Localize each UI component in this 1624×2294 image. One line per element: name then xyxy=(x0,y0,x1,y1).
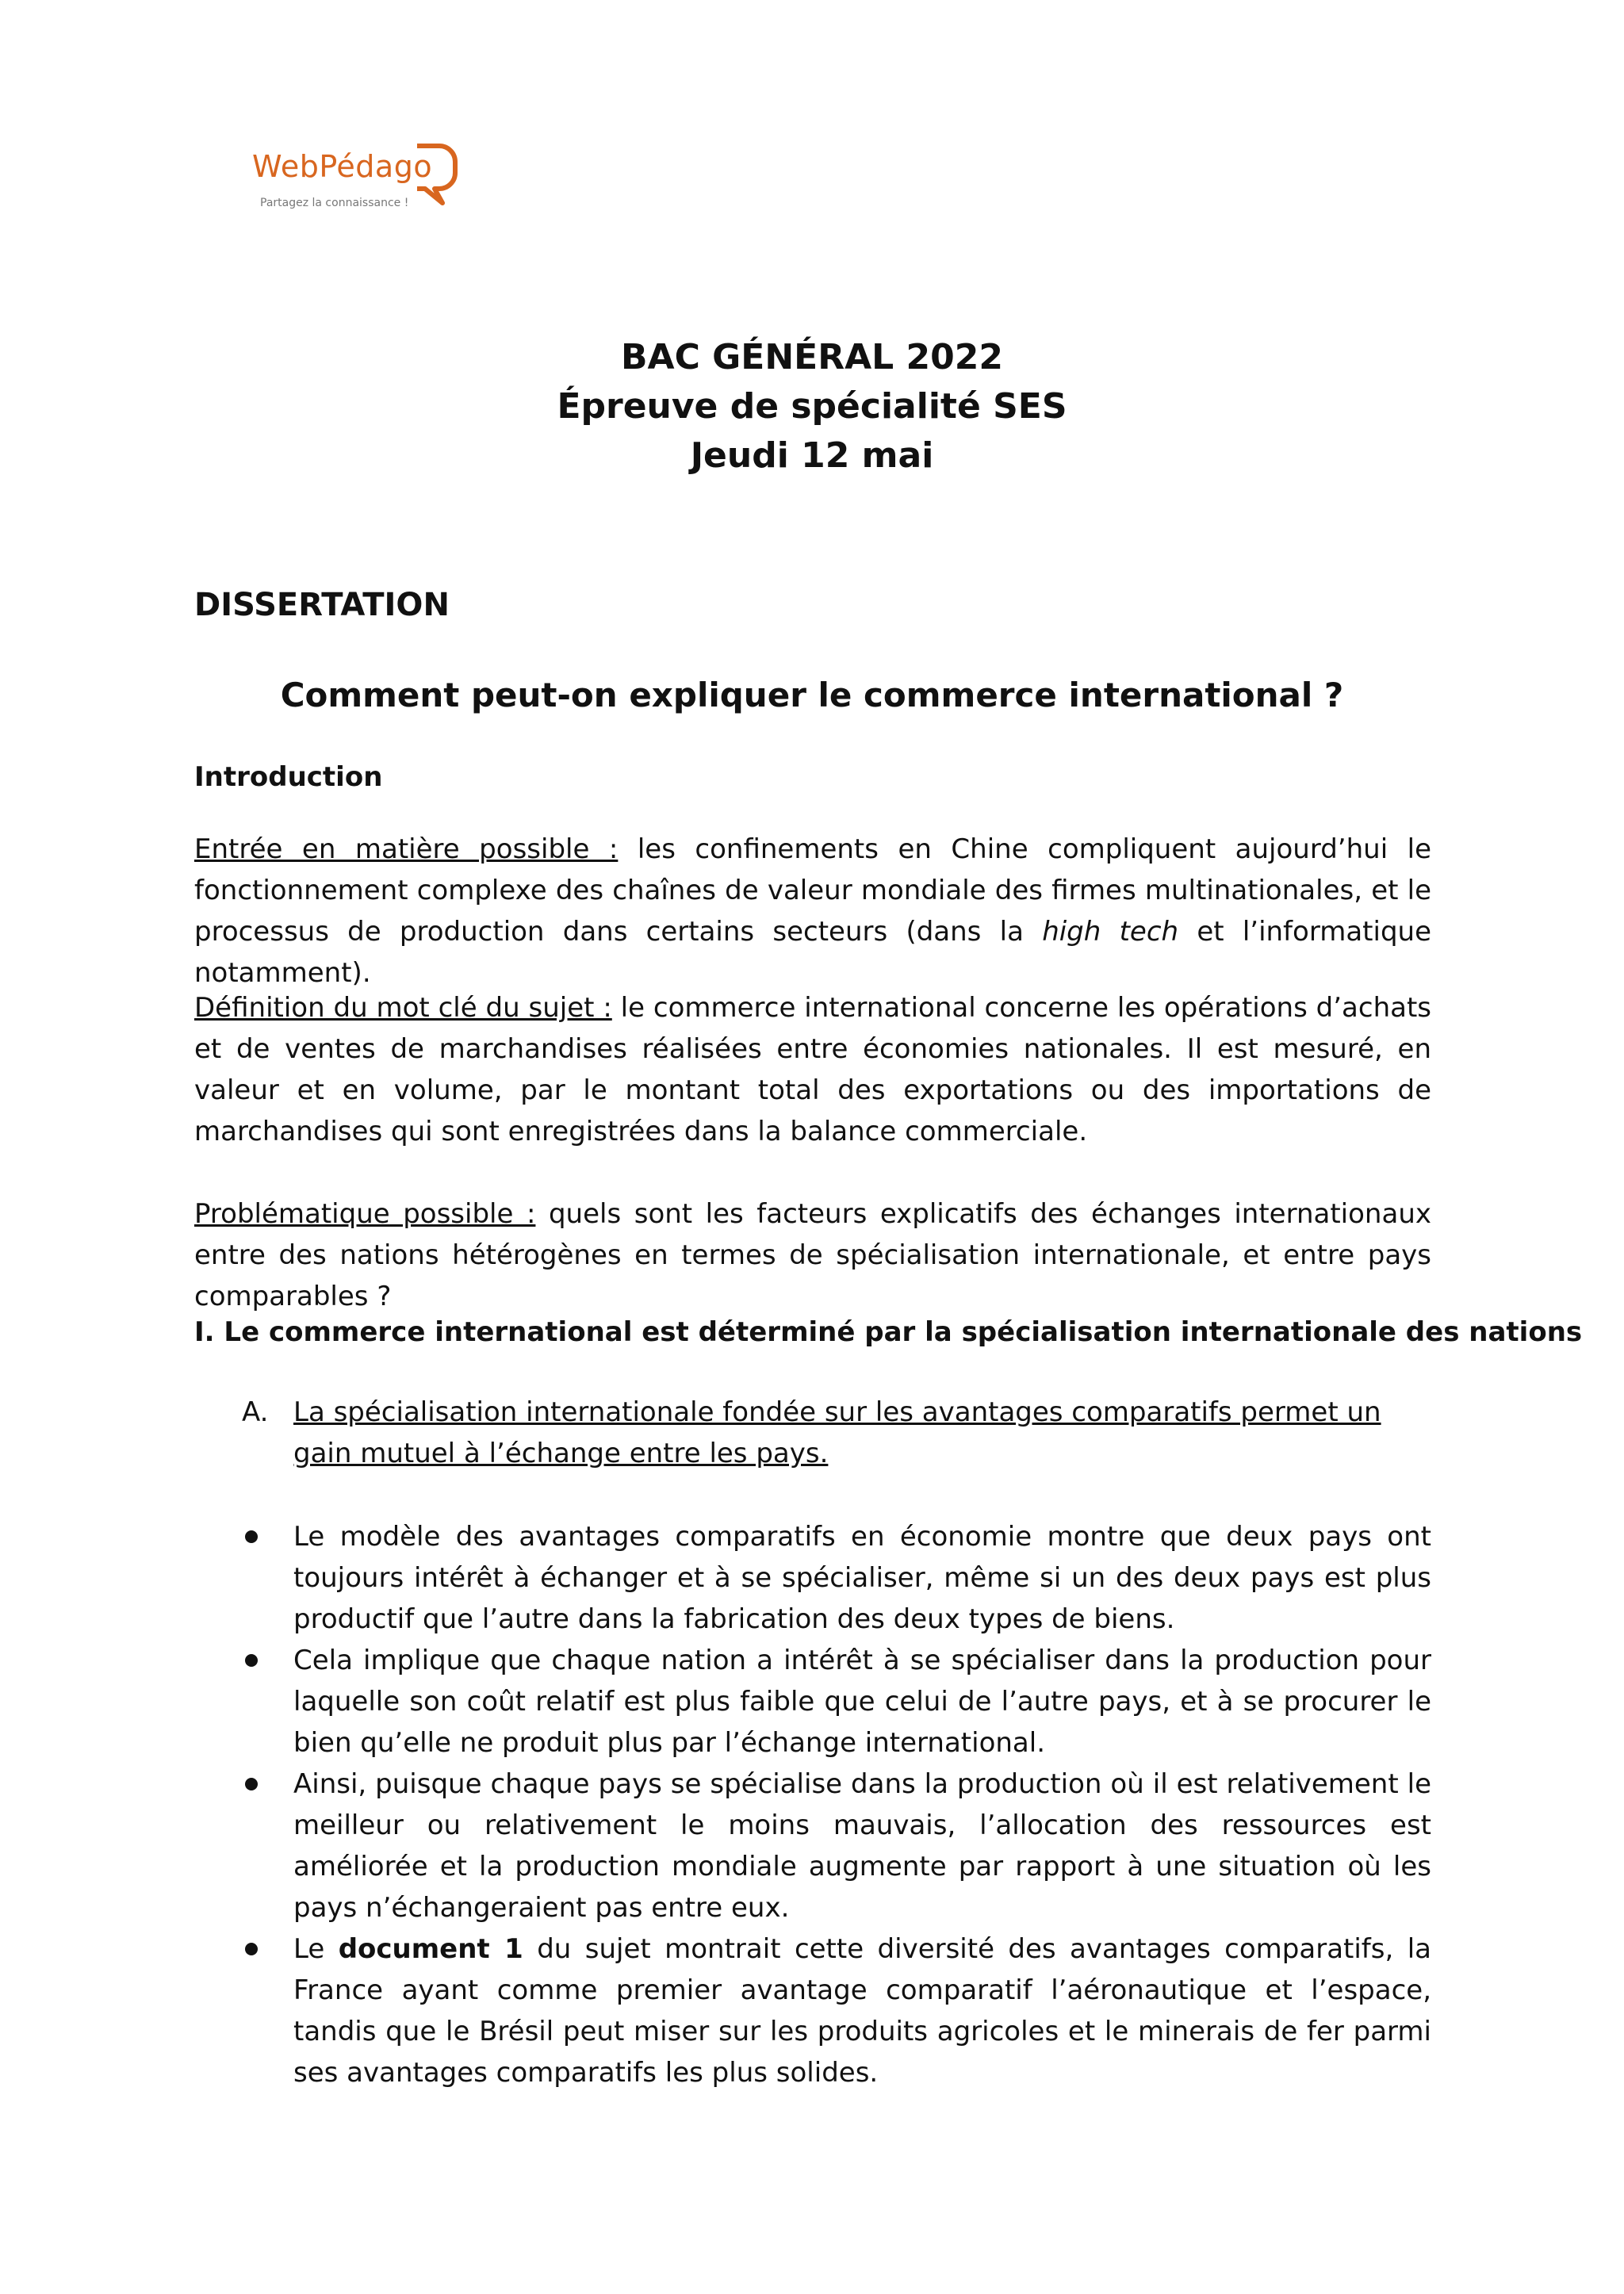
logo-name: WebPédago xyxy=(252,149,433,184)
definition-text: le commerce international concerne les opérations d’achats et de ventes de marchandises réalisées entre économies nationales. Il est mesuré, en valeur et en volume, par le montant total des exportations ou des importations de marchandises qui sont enregistrées dans la balance commerciale. xyxy=(194,992,1431,1147)
bullet-icon xyxy=(245,1654,258,1667)
bullet-text: Cela implique que chaque nation a intérêt à se spécialiser dans la production pour laquelle son coût relatif est plus faible que celui de l’autre pays, et à se procurer le bien qu’elle ne produit plus par l’échange international. xyxy=(293,1645,1431,1759)
entree-paragraph xyxy=(194,829,1431,994)
bullet-list xyxy=(242,1516,1431,2093)
bullet-text-after: du sujet montrait cette diversité des avantages comparatifs, la France ayant comme premier avantage comparatif l’aéronautique et l’espace, tandis que le Brésil peut miser sur les produits agricoles et le minerais de fer parmi ses avantages comparatifs les plus solides. xyxy=(293,1933,1431,2089)
bullet-text: Ainsi, puisque chaque pays se spécialise dans la production où il est relativement le meilleur ou relativement le moins mauvais, l’allocation des ressources est améliorée et la production mondiale augmente par rapport à une situation où les pays n’échangeraient pas entre eux. xyxy=(293,1768,1431,1924)
problematique-text: quels sont les facteurs explicatifs des échanges internationaux entre des nations hétérogènes en termes de spécialisation internationale, et entre pays comparables ? xyxy=(194,1198,1431,1312)
part-one-title: I. Le commerce international est déterminé par la spécialisation internationale des nations xyxy=(194,1316,1583,1348)
document-reference: document 1 xyxy=(338,1933,523,1965)
exam-date: Jeudi 12 mai xyxy=(690,435,934,476)
exam-subject: Épreuve de spécialité SES xyxy=(557,386,1067,427)
definition-paragraph xyxy=(194,987,1431,1152)
introduction-heading: Introduction xyxy=(194,761,383,793)
exam-title: BAC GÉNÉRAL 2022 xyxy=(620,337,1003,377)
list-item xyxy=(242,1516,1431,1640)
bullet-text: Le modèle des avantages comparatifs en économie montre que deux pays ont toujours intérêt à échanger et à se spécialiser, même si un des deux pays est plus productif que l’autre dans la fabrication des deux types de biens. xyxy=(293,1521,1431,1635)
webpedago-logo xyxy=(252,141,442,220)
definition-label: Définition du mot clé du sujet : xyxy=(194,992,612,1024)
list-item xyxy=(242,1764,1431,1928)
subsection-a-title: La spécialisation internationale fondée sur les avantages comparatifs permet un gain mutuel à l’échange entre les pays. xyxy=(293,1396,1381,1469)
problematique-label: Problématique possible : xyxy=(194,1198,536,1230)
subsection-a-letter: A. xyxy=(242,1396,269,1428)
entree-label: Entrée en matière possible : xyxy=(194,833,619,865)
exam-header xyxy=(0,333,1624,481)
entree-text-before: les confinements en Chine compliquent aujourd’hui le fonctionnement complexe des chaînes de valeur mondiale des firmes multinationales, et le processus de production dans certains secteurs (dans la xyxy=(194,833,1431,948)
speech-bubble-icon xyxy=(411,141,458,208)
bullet-icon xyxy=(245,1778,258,1790)
subsection-a xyxy=(242,1392,1431,1474)
dissertation-question: Comment peut-on expliquer le commerce international ? xyxy=(280,676,1344,714)
problematique-paragraph xyxy=(194,1193,1431,1317)
bullet-text-before: Le xyxy=(293,1933,339,1965)
list-item xyxy=(242,1928,1431,2093)
section-label: DISSERTATION xyxy=(194,587,450,623)
bullet-icon xyxy=(245,1943,258,1955)
entree-italic: high tech xyxy=(1042,916,1179,948)
entree-text-after: et l’informatique notamment). xyxy=(194,916,1431,989)
list-item xyxy=(242,1640,1431,1764)
bullet-icon xyxy=(245,1530,258,1543)
logo-tagline: Partagez la connaissance ! xyxy=(260,197,409,209)
